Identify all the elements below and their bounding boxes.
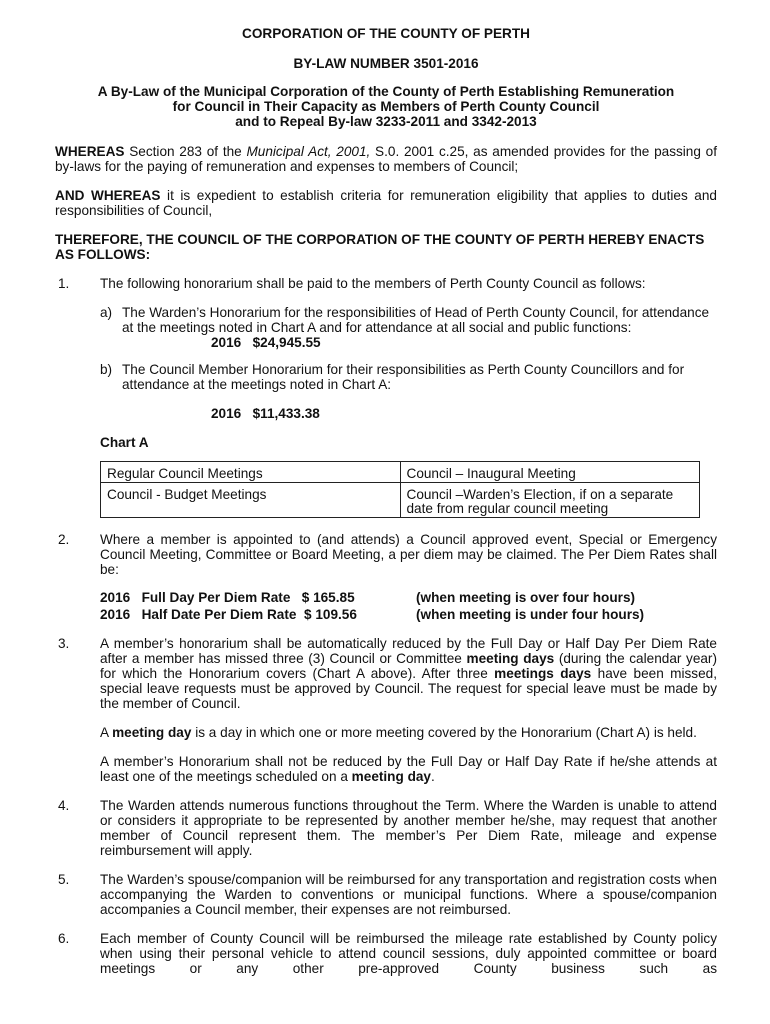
- table-cell: Council - Budget Meetings: [101, 483, 401, 518]
- s3-p1-d: meetings days: [494, 666, 592, 681]
- table-row: [101, 462, 700, 483]
- half-day-rate-row: [100, 607, 717, 622]
- section-1b-text: The Council Member Honorarium for their responsibilities as Perth County Councillors and for attendance at the meetings noted in Chart A:: [122, 362, 685, 392]
- s3-p1-c: (during the calendar year) for which the Honorarium covers (Chart A above). After three: [100, 651, 717, 681]
- bylaw-number: BY-LAW NUMBER 3501-2016: [293, 56, 479, 71]
- table-cell: Council – Inaugural Meeting: [400, 462, 700, 483]
- table-cell: Regular Council Meetings: [101, 462, 401, 483]
- chart-a-title: Chart A: [100, 435, 149, 450]
- s3-p1-a: A member’s honorarium shall be automatically reduced by the Full Day or Half Day Per Diem Rate after a member has missed three (3) Council or Committee: [100, 636, 717, 666]
- chart-a-table: [100, 461, 700, 518]
- section-5: [55, 872, 717, 917]
- s3-p1-e: have been missed, special leave requests must be approved by Council. The request for special leave must be made by the member of Council.: [100, 666, 717, 711]
- document-page: [55, 26, 717, 990]
- section-1b-label: b): [100, 362, 113, 377]
- section-1: [55, 276, 717, 518]
- s3-p1-b: meeting days: [466, 651, 555, 666]
- warden-honorarium-amount: 2016 $24,945.55: [211, 335, 321, 350]
- whereas-lead: WHEREAS: [55, 144, 125, 159]
- table-cell: Council –Warden’s Election, if on a separate date from regular council meeting: [400, 483, 700, 518]
- section-1-number: 1.: [58, 276, 70, 291]
- enacting-clause: THEREFORE, THE COUNCIL OF THE CORPORATION OF THE COUNTY OF PERTH HEREBY ENACTS AS FOLLOWS:: [55, 232, 705, 262]
- s3-p3-c: .: [431, 769, 435, 784]
- s3-p2-a: A: [100, 725, 113, 740]
- section-5-text: The Warden’s spouse/companion will be reimbursed for any transportation and registration costs when accompanying the Warden to conventions or municipal functions. Where a spouse/companion accompanies a Council member, their expenses are not reimbursed.: [100, 872, 717, 917]
- section-1b: [100, 362, 717, 421]
- act-name: Municipal Act, 2001,: [246, 144, 371, 159]
- and-whereas-text: it is expedient to establish criteria for remuneration eligibility that applies to duties and responsibilities of Council,: [55, 188, 717, 218]
- bylaw-title-line3: and to Repeal By-law 3233-2011 and 3342-2013: [235, 114, 537, 129]
- whereas-paragraph: [55, 144, 717, 174]
- section-6: [55, 931, 717, 976]
- section-1a-text: The Warden’s Honorarium for the responsibilities of Head of Perth County Council, for attendance at the meetings noted in Chart A and for attendance at all social and public functions:: [122, 305, 710, 335]
- section-2-number: 2.: [58, 532, 70, 547]
- s3-p2-c: is a day in which one or more meeting covered by the Honorarium (Chart A) is held.: [191, 725, 697, 740]
- corporation-heading: CORPORATION OF THE COUNTY OF PERTH: [242, 26, 530, 41]
- table-row: [101, 483, 700, 518]
- section-4-text: The Warden attends numerous functions throughout the Term. Where the Warden is unable to attend or considers it appropriate to be represented by another member he/she, may request that another member of Council represent them. The member’s Per Diem Rate, mileage and expense reimbursement will apply.: [100, 798, 717, 858]
- section-5-number: 5.: [58, 872, 70, 887]
- section-3: [55, 636, 717, 784]
- whereas-text-a: Section 283 of the: [124, 144, 247, 159]
- full-day-rate-row: [100, 590, 717, 605]
- whereas-text-b: S.0. 2001 c.25, as amended provides for the passing of by-laws for the paying of remuneration and expenses to members of Council;: [55, 144, 718, 174]
- and-whereas-lead: AND WHEREAS: [55, 188, 161, 203]
- half-day-rate-note: (when meeting is under four hours): [416, 607, 645, 622]
- s3-p2-b: meeting day: [112, 725, 192, 740]
- section-3-paragraph-1: [100, 636, 717, 711]
- bylaw-title: [55, 84, 717, 129]
- full-day-rate-note: (when meeting is over four hours): [416, 590, 636, 605]
- full-day-rate: 2016 Full Day Per Diem Rate $ 165.85: [100, 590, 355, 605]
- section-6-text: Each member of County Council will be reimbursed the mileage rate established by County policy when using their personal vehicle to attend council sessions, duly appointed committee or board meetings or any other pre-approved County business such as: [100, 931, 717, 976]
- section-3-paragraph-2: [100, 725, 717, 740]
- bylaw-title-line2: for Council in Their Capacity as Members of Perth County Council: [172, 99, 600, 114]
- member-honorarium-amount: 2016 $11,433.38: [211, 406, 320, 421]
- section-3-number: 3.: [58, 636, 70, 651]
- section-1-text: The following honorarium shall be paid to the members of Perth County Council as follows:: [100, 276, 646, 291]
- s3-p3-a: A member’s Honorarium shall not be reduced by the Full Day or Half Day Rate if he/she attends at least one of the meetings scheduled on a: [100, 754, 717, 784]
- section-3-paragraph-3: [100, 754, 717, 784]
- section-1a-label: a): [100, 305, 113, 320]
- section-1a: [100, 305, 717, 350]
- s3-p3-b: meeting day: [351, 769, 431, 784]
- bylaw-title-line1: A By-Law of the Municipal Corporation of the County of Perth Establishing Remuneration: [97, 84, 675, 99]
- section-4: [55, 798, 717, 858]
- section-2-text: Where a member is appointed to (and attends) a Council approved event, Special or Emergency Council Meeting, Committee or Board Meeting, a per diem may be claimed. The Per Diem Rates shall be:: [100, 532, 717, 577]
- section-4-number: 4.: [58, 798, 70, 813]
- and-whereas-paragraph: [55, 188, 717, 218]
- half-day-rate: 2016 Half Date Per Diem Rate $ 109.56: [100, 607, 357, 622]
- section-2: [55, 532, 717, 622]
- section-6-number: 6.: [58, 931, 70, 946]
